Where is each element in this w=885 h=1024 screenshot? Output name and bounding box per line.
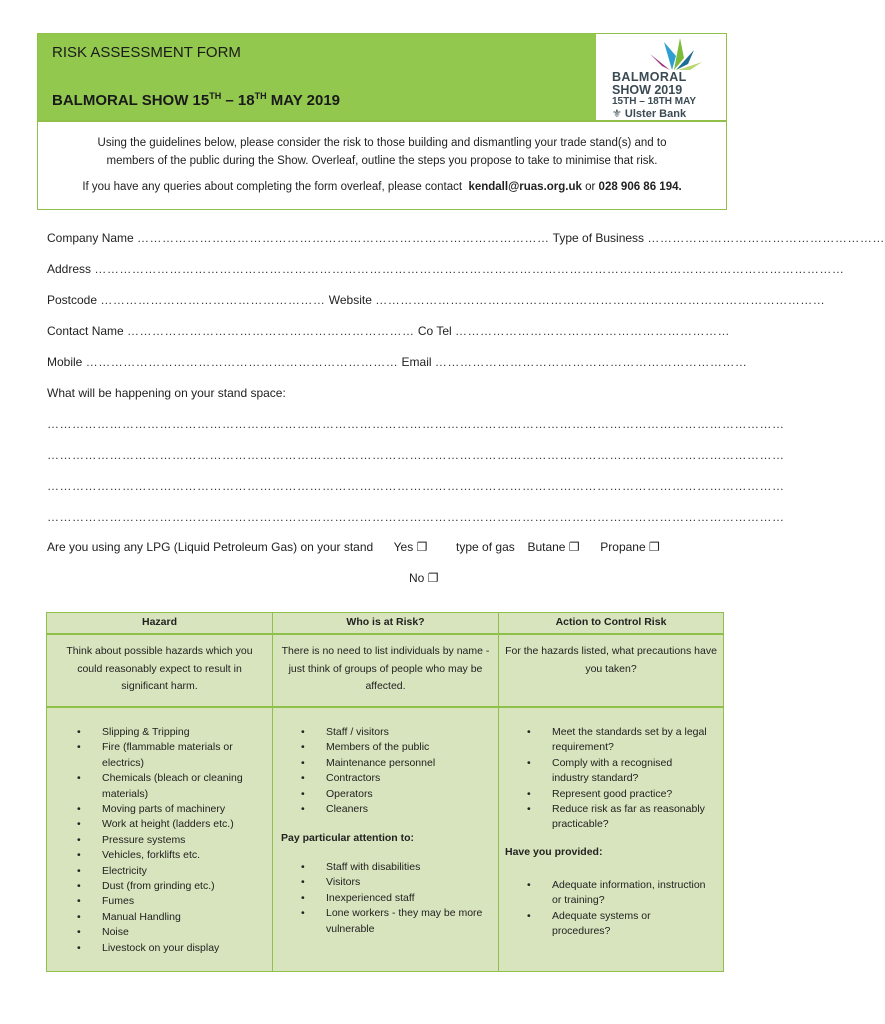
list-item: • Fumes <box>77 894 267 909</box>
postcode-label: Postcode <box>47 293 98 307</box>
list-item: • Comply with a recognised industry standard? <box>527 756 707 787</box>
list-item: • Maintenance personnel <box>301 756 486 771</box>
provided-list <box>527 878 707 940</box>
list-item: • Operators <box>301 787 486 802</box>
list-item: • Electricity <box>77 864 267 879</box>
website-label: Website <box>328 293 372 307</box>
stand-answer-line-1[interactable]: …………………………………………………………………………………………………………………………………………………………… <box>47 417 785 431</box>
list-item: • Staff / visitors <box>301 725 486 740</box>
row-mobile <box>47 355 747 369</box>
company-name-field[interactable]: ……………………………………………………………………………………… <box>137 231 550 245</box>
who-at-risk-heading: Who is at Risk? <box>346 616 425 628</box>
action-column <box>499 613 723 971</box>
who-at-risk-subtitle: There is no need to list individuals by name - just think of groups of people who may be affected. <box>281 645 490 692</box>
logo-line-1: BALMORAL <box>612 70 687 84</box>
lpg-no-label: No <box>409 571 425 585</box>
lpg-yes-checkbox[interactable]: ❐ <box>416 540 428 554</box>
list-item: • Adequate information, instruction or training? <box>527 878 707 909</box>
stand-question: What will be happening on your stand space: <box>47 386 286 400</box>
co-tel-label: Co Tel <box>417 324 452 338</box>
type-of-gas-label: type of gas <box>456 540 515 554</box>
list-item: • Cleaners <box>301 802 486 817</box>
list-item: • Work at height (ladders etc.) <box>77 817 267 832</box>
list-item: • Represent good practice? <box>527 787 707 802</box>
who-at-risk-column <box>273 613 499 971</box>
list-item: • Vehicles, forklifts etc. <box>77 848 267 863</box>
list-item: • Slipping & Tripping <box>77 725 267 740</box>
hazard-list <box>77 725 267 956</box>
list-item: • Manual Handling <box>77 910 267 925</box>
list-item: • Visitors <box>301 875 486 890</box>
list-item: • Contractors <box>301 771 486 786</box>
company-name-label: Company Name <box>47 231 134 245</box>
email-field[interactable]: ………………………………………………………………… <box>434 355 748 369</box>
propane-checkbox[interactable]: ❐ <box>649 540 660 554</box>
event-title: BALMORAL SHOW 15TH – 18TH MAY 2019 <box>52 91 340 109</box>
stand-answer-line-4[interactable]: …………………………………………………………………………………………………………………………………………………………… <box>47 510 785 524</box>
attention-list <box>301 860 486 937</box>
hazard-heading: Hazard <box>141 616 177 628</box>
type-of-business-field[interactable]: ………………………………………………… <box>647 231 885 245</box>
balmoral-show-logo <box>596 34 726 120</box>
list-item: • Fire (flammable materials or electrics) <box>77 740 267 771</box>
propane-label: Propane <box>600 540 646 554</box>
contact-line: If you have any queries about completing the form overleaf, please contact kendall@ruas.org.uk or 028 906 86 194. <box>82 181 682 193</box>
action-heading: Action to Control Risk <box>555 616 667 628</box>
who-at-risk-list <box>301 725 486 817</box>
intro-line-2: members of the public during the Show. Overleaf, outline the steps you propose to take to minimise that risk. <box>106 155 658 167</box>
intro-line-1: Using the guidelines below, please consider the risk to those building and dismantling your trade stand(s) and to <box>97 137 667 149</box>
list-item: • Pressure systems <box>77 833 267 848</box>
list-item: • Noise <box>77 925 267 940</box>
hazard-table <box>46 612 724 972</box>
form-header <box>37 33 727 210</box>
list-item: • Members of the public <box>301 740 486 755</box>
list-item: • Adequate systems or procedures? <box>527 909 707 940</box>
list-item: • Chemicals (bleach or cleaning materials) <box>77 771 267 802</box>
list-item: • Meet the standards set by a legal requirement? <box>527 725 707 756</box>
list-item: • Dust (from grinding etc.) <box>77 879 267 894</box>
mobile-field[interactable]: ………………………………………………………………… <box>85 355 399 369</box>
attention-heading: Pay particular attention to: <box>281 832 415 844</box>
lpg-row <box>47 540 660 554</box>
action-list <box>527 725 707 833</box>
butane-checkbox[interactable]: ❐ <box>568 540 580 554</box>
lpg-question: Are you using any LPG (Liquid Petroleum Gas) on your stand <box>47 540 374 554</box>
mobile-label: Mobile <box>47 355 83 369</box>
contact-email[interactable]: kendall@ruas.org.uk <box>468 181 582 193</box>
list-item: • Lone workers - they may be more vulnerable <box>301 906 486 937</box>
row-company <box>47 231 885 245</box>
list-item: • Reduce risk as far as reasonably practicable? <box>527 802 707 833</box>
co-tel-field[interactable]: ………………………………………………………… <box>455 324 731 338</box>
butane-label: Butane <box>527 540 566 554</box>
list-item: • Staff with disabilities <box>301 860 486 875</box>
action-subtitle: For the hazards listed, what precautions have you taken? <box>505 645 717 675</box>
contact-phone: 028 906 86 194. <box>598 181 682 193</box>
header-title-band <box>38 34 596 120</box>
hazard-subtitle: Think about possible hazards which you could reasonably expect to result in significant harm. <box>66 645 253 692</box>
list-item: • Inexperienced staff <box>301 891 486 906</box>
row-address <box>47 262 844 276</box>
type-of-business-label: Type of Business <box>552 231 645 245</box>
hazard-column <box>47 613 273 971</box>
row-postcode <box>47 293 825 307</box>
lpg-yes-label: Yes <box>393 540 414 554</box>
contact-name-label: Contact Name <box>47 324 124 338</box>
lpg-no-row <box>409 571 438 585</box>
header-divider <box>38 120 726 122</box>
stand-answer-line-2[interactable]: …………………………………………………………………………………………………………………………………………………………… <box>47 448 785 462</box>
stand-answer-line-3[interactable]: …………………………………………………………………………………………………………………………………………………………… <box>47 479 785 493</box>
contact-name-field[interactable]: …………………………………………………………… <box>127 324 415 338</box>
logo-line-3: 15TH – 18TH MAY <box>612 96 697 107</box>
provided-heading: Have you provided: <box>505 846 603 858</box>
logo-line-2: SHOW 2019 <box>612 83 683 97</box>
intro-text <box>48 134 716 170</box>
list-item: • Moving parts of machinery <box>77 802 267 817</box>
address-label: Address <box>47 262 92 276</box>
form-title: RISK ASSESSMENT FORM <box>52 44 241 61</box>
address-field[interactable]: ……………………………………………………………………………………………………………………………………………………………… <box>94 262 845 276</box>
row-contact <box>47 324 730 338</box>
logo-line-4: ⚜ Ulster Bank <box>612 108 687 120</box>
email-label: Email <box>401 355 432 369</box>
list-item: • Livestock on your display <box>77 941 267 956</box>
postcode-field[interactable]: ……………………………………………… <box>100 293 326 307</box>
website-field[interactable]: ……………………………………………………………………………………………… <box>375 293 826 307</box>
lpg-no-checkbox[interactable]: ❐ <box>427 571 439 585</box>
leaf-icon <box>644 36 704 72</box>
